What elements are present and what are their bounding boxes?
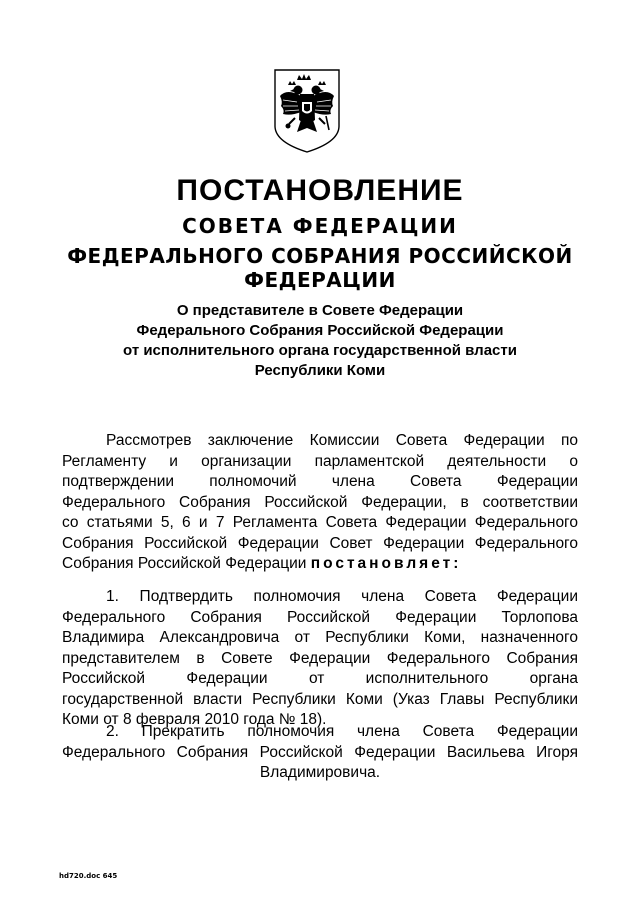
subject-line: О представителе в Совете Федерации (176, 302, 464, 319)
text-line: Регламенту и организации парламентской деятельности о (62, 452, 578, 470)
document-code-footer: hd720.doc 645 (59, 872, 118, 880)
document-type-title: ПОСТАНОВЛЕНИЕ (176, 174, 464, 207)
text-line: Российской Федерации от исполнительного органа (62, 670, 578, 687)
resolution-item-2 (62, 722, 578, 784)
preamble-paragraph (62, 431, 578, 575)
text-line: Рассмотрев заключение Комиссии Совета Федерации по (106, 432, 578, 449)
subject-line: Республики Коми (254, 362, 386, 379)
text-line: представителем в Совете Федерации Федерального Собрания (62, 649, 578, 667)
issuer-line-assembly: ФЕДЕРАЛЬНОГО СОБРАНИЯ РОССИЙСКОЙ ФЕДЕРАЦИИ (67, 244, 573, 292)
text-line: Федерального Собрания Российской Федерации Васильева Игоря (62, 743, 578, 761)
text-line: Владимира Александровича от Республики Коми, назначенного (62, 629, 578, 646)
text-line: Федерального Собрания Российской Федерации, в соответствии (62, 493, 578, 511)
issuer-line-council: СОВЕТА ФЕДЕРАЦИИ (182, 214, 458, 238)
subject-line: Федерального Собрания Российской Федерации (136, 322, 504, 339)
text-line: 2. Прекратить полномочия члена Совета Федерации (106, 723, 578, 740)
subject-line: от исполнительного органа государственной власти (123, 342, 517, 359)
text-line: Собрания Российской Федерации (62, 555, 307, 572)
text-line: со статьями 5, 6 и 7 Регламента Совета Федерации Федерального (62, 514, 578, 531)
resolution-item-1 (62, 587, 578, 731)
text-line: Коми от 8 февраля 2010 года № 18). (62, 711, 327, 728)
decree-word: постановляет: (310, 555, 462, 572)
document-subject (0, 301, 640, 381)
text-line: Федерального Собрания Российской Федерации Торлопова (62, 608, 578, 626)
russian-coat-of-arms-icon (271, 66, 343, 156)
text-line: государственной власти Республики Коми (Указ Главы Республики (62, 690, 578, 708)
text-line: Собрания Российской Федерации Совет Федерации Федерального (62, 534, 578, 552)
text-line: Владимировича. (259, 764, 381, 781)
text-line: подтверждении полномочий члена Совета Федерации (62, 473, 578, 490)
text-line-last (62, 554, 578, 575)
text-line: 1. Подтвердить полномочия члена Совета Федерации (106, 588, 578, 605)
